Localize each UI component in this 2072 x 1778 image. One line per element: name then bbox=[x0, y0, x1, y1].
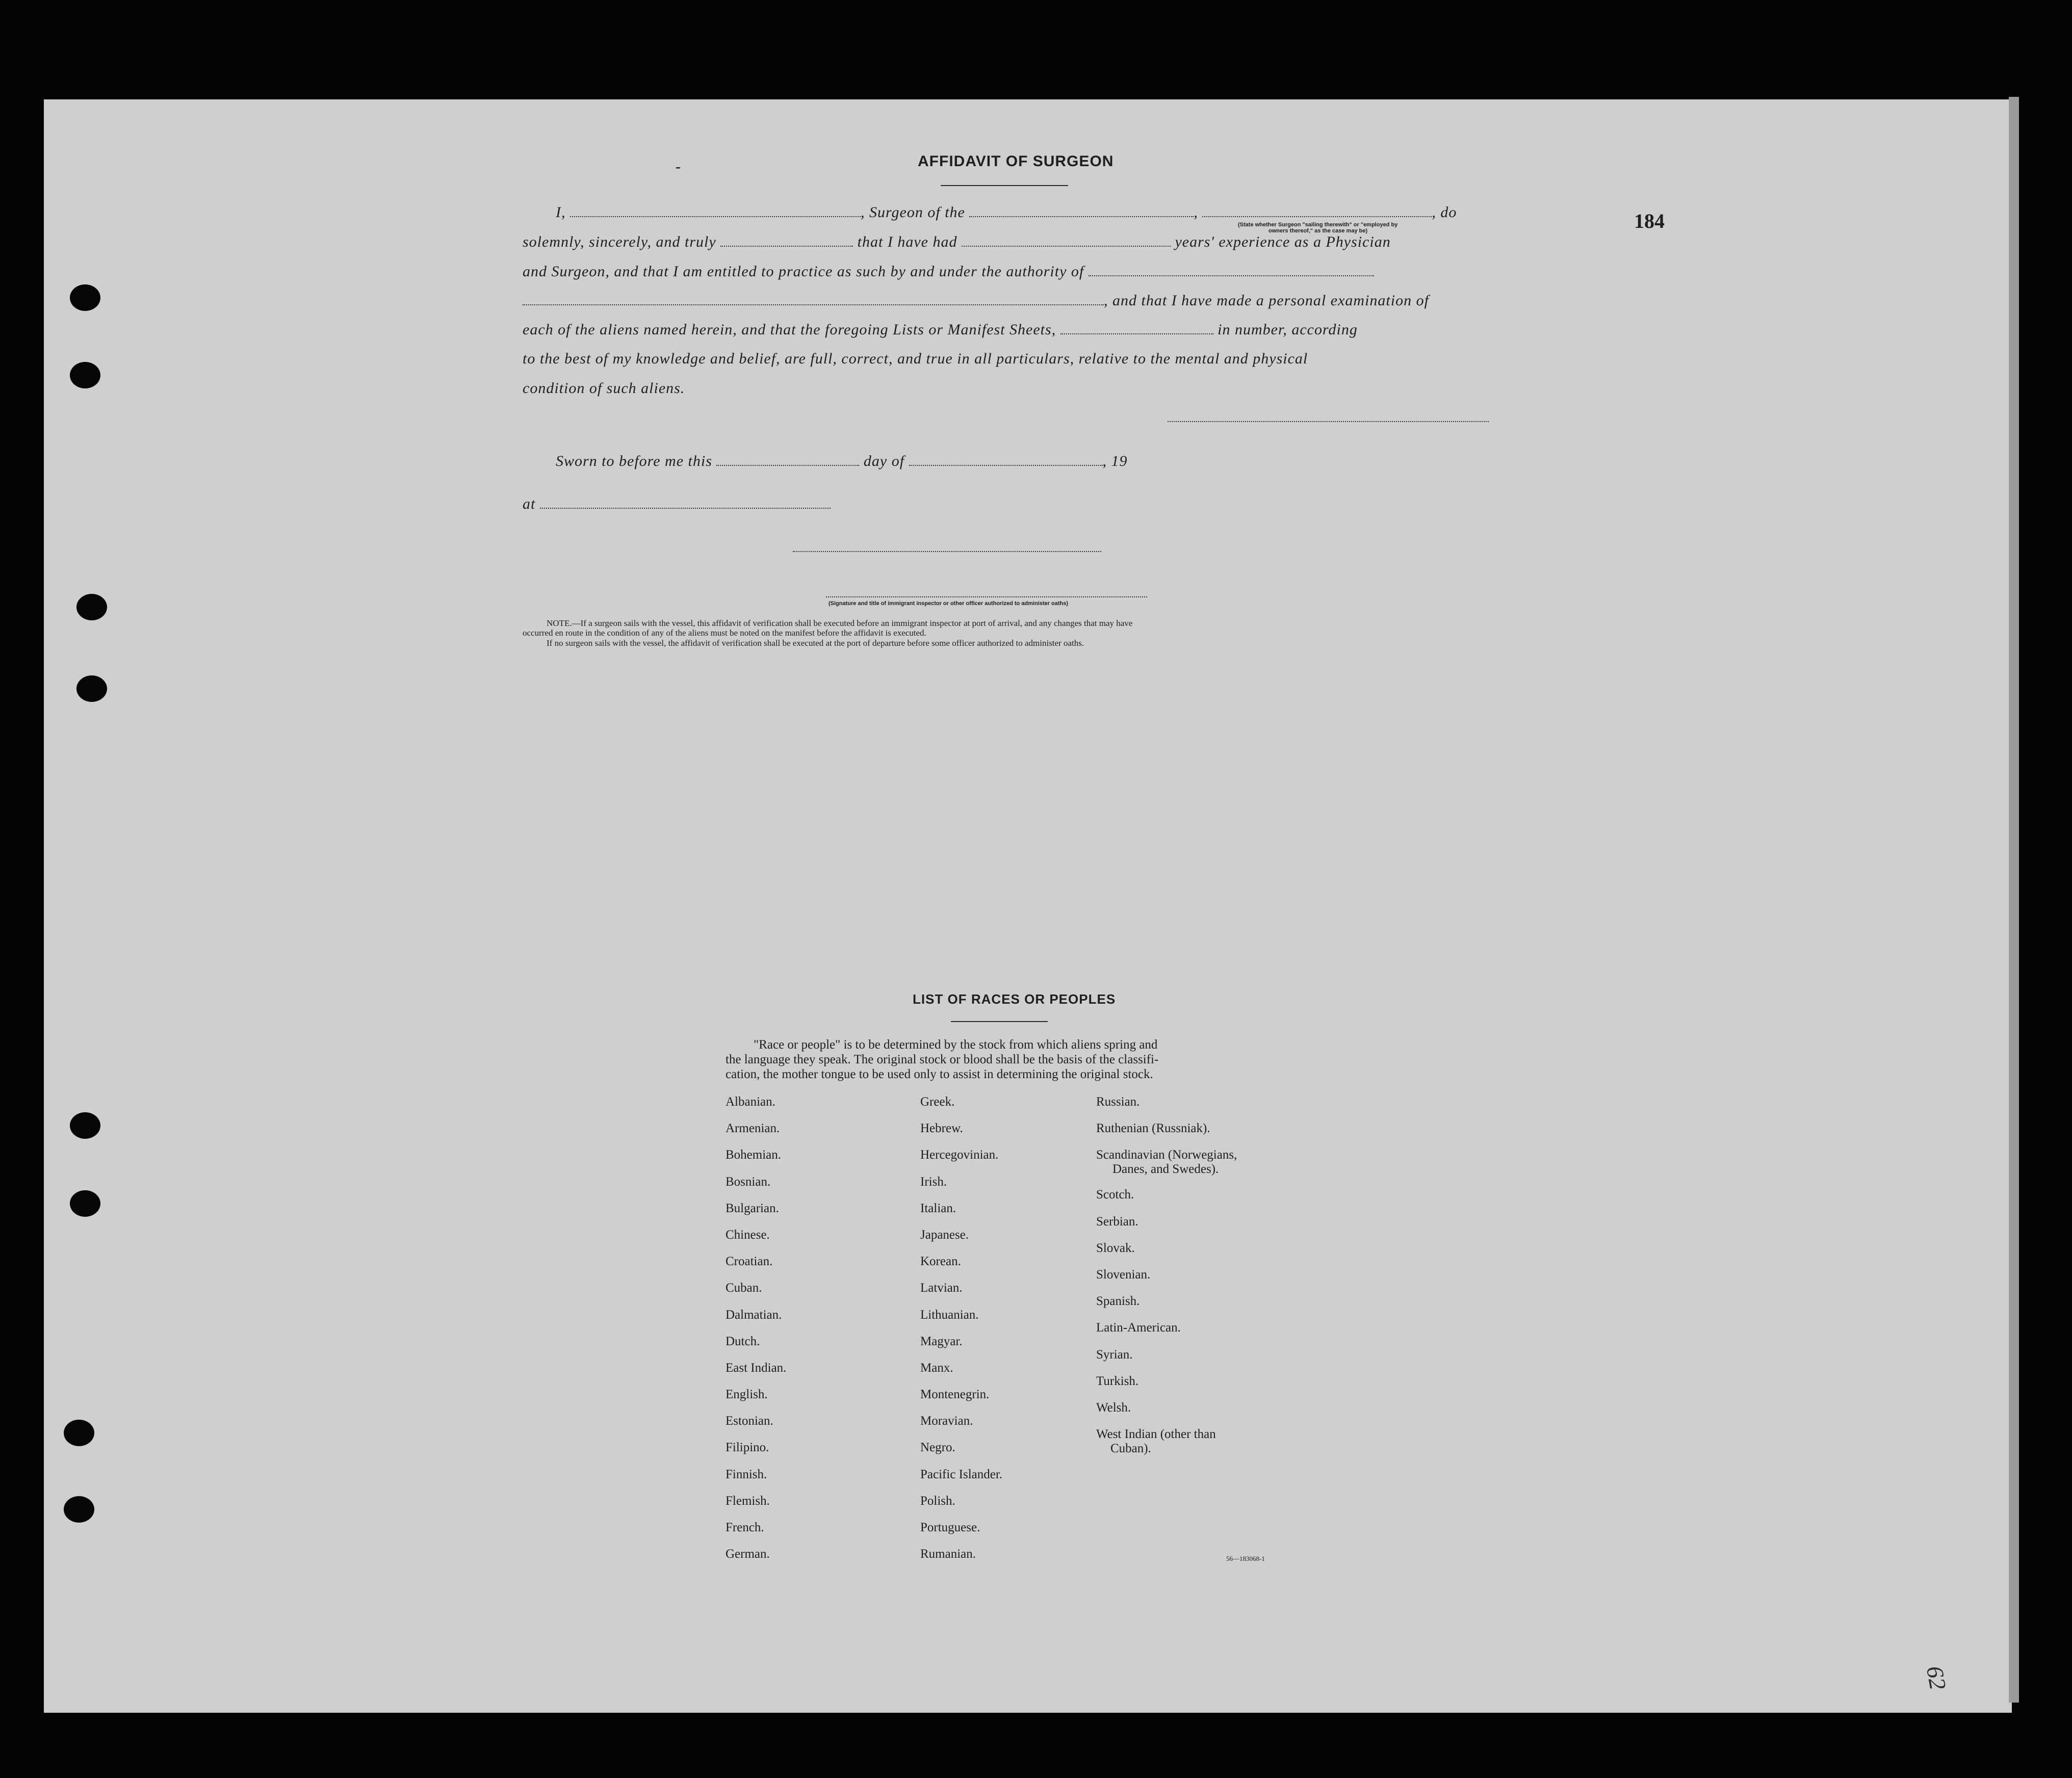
races-column-2 bbox=[920, 1095, 1002, 1574]
stray-mark: - bbox=[676, 158, 681, 175]
affidavit-line-6: to the best of my knowledge and belief, are full, correct, and true in all particulars, relative to the mental and physical bbox=[523, 350, 1308, 367]
note-line-1: NOTE.—If a surgeon sails with the vessel, this affidavit of verification shall be executed before an immigrant inspector at port of arrival, and any changes that may have bbox=[547, 618, 1133, 628]
race-item: Spanish. bbox=[1096, 1294, 1140, 1309]
race-item: Negro. bbox=[920, 1441, 955, 1455]
page-number: 184 bbox=[1634, 210, 1665, 232]
race-item: Hercegovinian. bbox=[920, 1148, 999, 1162]
text: solemnly, sincerely, and truly bbox=[523, 233, 716, 250]
race-item: Serbian. bbox=[1096, 1214, 1138, 1228]
race-item: Polish. bbox=[920, 1494, 955, 1508]
races-column-3 bbox=[1096, 1095, 1237, 1467]
affidavit-line-7: condition of such aliens. bbox=[523, 380, 685, 397]
race-item: Albanian. bbox=[726, 1095, 775, 1109]
years-blank[interactable] bbox=[962, 237, 1171, 247]
text: , do bbox=[1432, 204, 1457, 221]
race-item-line: Danes, and Swedes). bbox=[1112, 1162, 1219, 1176]
punch-hole bbox=[70, 284, 100, 311]
text: day of bbox=[863, 453, 905, 469]
race-item: Magyar. bbox=[920, 1334, 963, 1348]
surgeon-name-blank[interactable] bbox=[570, 207, 861, 217]
document-page bbox=[44, 99, 2012, 1713]
race-item bbox=[1096, 1148, 1237, 1188]
race-item: German. bbox=[726, 1547, 770, 1561]
race-item-line: Cuban). bbox=[1110, 1442, 1151, 1456]
race-item: Moravian. bbox=[920, 1414, 973, 1428]
race-item: Armenian. bbox=[726, 1121, 780, 1136]
race-item: Filipino. bbox=[726, 1441, 769, 1455]
race-item: Korean. bbox=[920, 1254, 961, 1269]
race-item: Chinese. bbox=[726, 1227, 770, 1242]
text: years' experience as a Physician bbox=[1175, 233, 1391, 250]
signature-caption: (Signature and title of immigrant inspector or other officer authorized to administer oaths) bbox=[828, 600, 1068, 607]
form-code: 56—183068-1 bbox=[1226, 1555, 1265, 1562]
race-item: Finnish. bbox=[726, 1467, 767, 1481]
status-instruction-2: owners thereof," as the case may be) bbox=[1268, 228, 1368, 234]
race-item: Bosnian. bbox=[726, 1174, 771, 1189]
race-item: Croatian. bbox=[726, 1254, 773, 1269]
text: , bbox=[1194, 204, 1198, 221]
race-item: Scotch. bbox=[1096, 1188, 1134, 1202]
inspector-signature-line[interactable] bbox=[793, 551, 1101, 552]
race-item: Estonian. bbox=[726, 1414, 773, 1428]
sheets-count-blank[interactable] bbox=[1060, 324, 1213, 334]
inspector-title-line[interactable] bbox=[826, 596, 1147, 597]
text: each of the aliens named herein, and that the foregoing Lists or Manifest Sheets, bbox=[523, 321, 1056, 338]
race-item: Cuban. bbox=[726, 1281, 762, 1295]
race-item: Bulgarian. bbox=[726, 1201, 779, 1215]
race-item: Hebrew. bbox=[920, 1121, 963, 1136]
text: , 19 bbox=[1102, 453, 1128, 469]
affidavit-line-5 bbox=[523, 321, 1358, 338]
race-item: Latvian. bbox=[920, 1281, 963, 1295]
affidavit-line-3 bbox=[523, 263, 1374, 280]
race-item-line: Scandinavian (Norwegians, bbox=[1096, 1148, 1237, 1162]
punch-hole bbox=[70, 1112, 100, 1139]
race-item: Lithuanian. bbox=[920, 1308, 979, 1322]
sworn-line bbox=[556, 453, 1128, 470]
surgeon-signature-line[interactable] bbox=[1168, 421, 1489, 422]
oath-blank[interactable] bbox=[720, 237, 853, 247]
text: I, bbox=[556, 204, 566, 221]
status-instruction-1: (State whether Surgeon "sailing therewith" or "employed by bbox=[1238, 222, 1398, 228]
race-item: Dutch. bbox=[726, 1334, 760, 1348]
authority-blank[interactable] bbox=[1089, 266, 1374, 276]
race-item: Irish. bbox=[920, 1174, 947, 1189]
affidavit-title: AFFIDAVIT OF SURGEON bbox=[918, 153, 1114, 170]
races-title-underline bbox=[951, 1021, 1048, 1022]
authority-blank-2[interactable] bbox=[523, 295, 1104, 305]
race-item: Greek. bbox=[920, 1095, 955, 1109]
race-item: Portuguese. bbox=[920, 1521, 980, 1534]
sworn-month-blank[interactable] bbox=[909, 456, 1103, 466]
page-edge bbox=[2009, 97, 2019, 1703]
race-item: Manx. bbox=[920, 1361, 953, 1375]
race-item: Welsh. bbox=[1096, 1400, 1131, 1415]
race-item: Slovak. bbox=[1096, 1241, 1135, 1255]
race-item: Italian. bbox=[920, 1201, 956, 1215]
race-item: Flemish. bbox=[726, 1494, 770, 1508]
race-item: Slovenian. bbox=[1096, 1267, 1151, 1282]
text: , and that I have made a personal examination of bbox=[1104, 292, 1429, 309]
race-item: Latin-American. bbox=[1096, 1321, 1181, 1335]
race-item: French. bbox=[726, 1521, 764, 1534]
punch-hole bbox=[64, 1496, 94, 1523]
race-item: Bohemian. bbox=[726, 1148, 782, 1162]
race-item: English. bbox=[726, 1388, 768, 1402]
text: and Surgeon, and that I am entitled to practice as such by and under the authority of bbox=[523, 263, 1084, 280]
race-item: Turkish. bbox=[1096, 1374, 1139, 1388]
race-item: Russian. bbox=[1096, 1095, 1140, 1109]
races-column-1 bbox=[726, 1095, 786, 1574]
sworn-day-blank[interactable] bbox=[716, 456, 859, 466]
note-line-2: occurred en route in the condition of any of the aliens must be noted on the manifest before the affidavit is executed. bbox=[523, 628, 926, 638]
text: Sworn to before me this bbox=[556, 453, 712, 469]
race-item bbox=[1096, 1427, 1237, 1467]
intro-line-1: "Race or people" is to be determined by the stock from which aliens spring and bbox=[754, 1038, 1158, 1052]
text: at bbox=[523, 495, 536, 512]
race-item: Montenegrin. bbox=[920, 1388, 990, 1402]
race-item: Ruthenian (Russniak). bbox=[1096, 1121, 1210, 1136]
race-item: Japanese. bbox=[920, 1227, 969, 1242]
text: that I have had bbox=[857, 233, 957, 250]
punch-hole bbox=[76, 675, 107, 702]
intro-line-3: cation, the mother tongue to be used only to assist in determining the original stock. bbox=[726, 1067, 1153, 1081]
at-line bbox=[523, 495, 831, 513]
text: , Surgeon of the bbox=[861, 204, 965, 221]
vessel-blank[interactable] bbox=[969, 207, 1194, 217]
race-item: East Indian. bbox=[726, 1361, 787, 1375]
race-item: Rumanian. bbox=[920, 1547, 976, 1561]
punch-hole bbox=[76, 594, 107, 620]
punch-hole bbox=[64, 1420, 94, 1446]
races-title: LIST OF RACES OR PEOPLES bbox=[913, 991, 1116, 1007]
punch-hole bbox=[70, 1190, 100, 1217]
handwritten-mark: 62 bbox=[1921, 1664, 1952, 1692]
affidavit-line-4 bbox=[523, 292, 1429, 309]
race-item: Syrian. bbox=[1096, 1347, 1133, 1362]
race-item: Pacific Islander. bbox=[920, 1467, 1003, 1481]
text: in number, according bbox=[1218, 321, 1358, 338]
punch-hole bbox=[70, 362, 100, 388]
note-line-3: If no surgeon sails with the vessel, the affidavit of verification shall be executed at the port of departure before some officer authorized to administer oaths. bbox=[547, 638, 1084, 648]
race-item: Dalmatian. bbox=[726, 1308, 782, 1322]
place-blank[interactable] bbox=[540, 499, 831, 509]
intro-line-2: the language they speak. The original stock or blood shall be the basis of the classifi- bbox=[726, 1053, 1159, 1066]
affidavit-line-1 bbox=[556, 204, 1457, 221]
races-intro bbox=[726, 1037, 1276, 1082]
surgeon-status-blank[interactable] bbox=[1202, 207, 1432, 217]
affidavit-line-2 bbox=[523, 233, 1391, 251]
title-underline bbox=[941, 185, 1068, 186]
race-item-line: West Indian (other than bbox=[1096, 1427, 1216, 1442]
